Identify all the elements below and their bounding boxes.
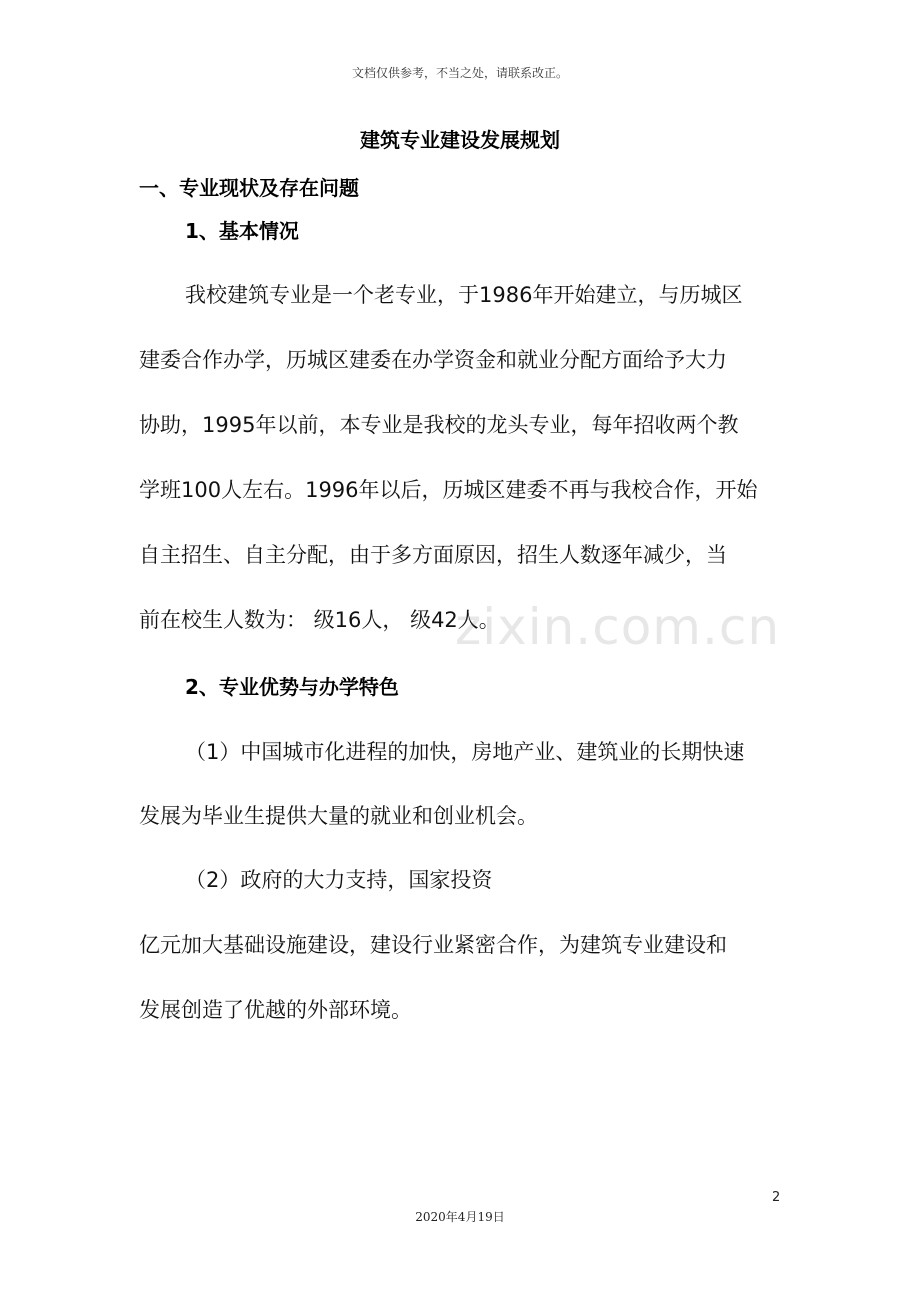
section-heading: 一、专业现状及存在问题 [139,176,359,200]
paragraph-line: 建委合作办学，历城区建委在办学资金和就业分配方面给予大力 [139,348,727,372]
watermark: zixin.com.cn [455,598,781,656]
page-number: 2 [772,1190,781,1205]
paragraph-line: （2）政府的大力支持，国家投资 [185,868,493,892]
paragraph-line: 我校建筑专业是一个老专业，于1986年开始建立，与历城区 [185,283,743,307]
header-note: 文档仅供参考，不当之处，请联系改正。 [351,66,568,80]
paragraph-line: 前在校生人数为： 级16人， 级42人。 [139,608,500,632]
paragraph-line: 发展为毕业生提供大量的就业和创业机会。 [139,804,538,828]
footer-date: 2020年4月19日 [415,1210,505,1224]
paragraph-line: 学班100人左右。1996年以后，历城区建委不再与我校合作，开始 [139,478,758,502]
paragraph-line: 亿元加大基础设施建设，建设行业紧密合作，为建筑专业建设和 [139,933,727,957]
paragraph-line: 协助，1995年以前，本专业是我校的龙头专业，每年招收两个教 [139,413,739,437]
subheading-advantages: 2、专业优势与办学特色 [185,675,399,699]
paragraph-line: 发展创造了优越的外部环境。 [139,998,412,1022]
paragraph-line: 自主招生、自主分配，由于多方面原因，招生人数逐年减少，当 [139,543,727,567]
paragraph-line: （1）中国城市化进程的加快，房地产业、建筑业的长期快速 [185,740,745,764]
subheading-basic-situation: 1、基本情况 [185,219,299,243]
document-title: 建筑专业建设发展规划 [360,128,560,152]
